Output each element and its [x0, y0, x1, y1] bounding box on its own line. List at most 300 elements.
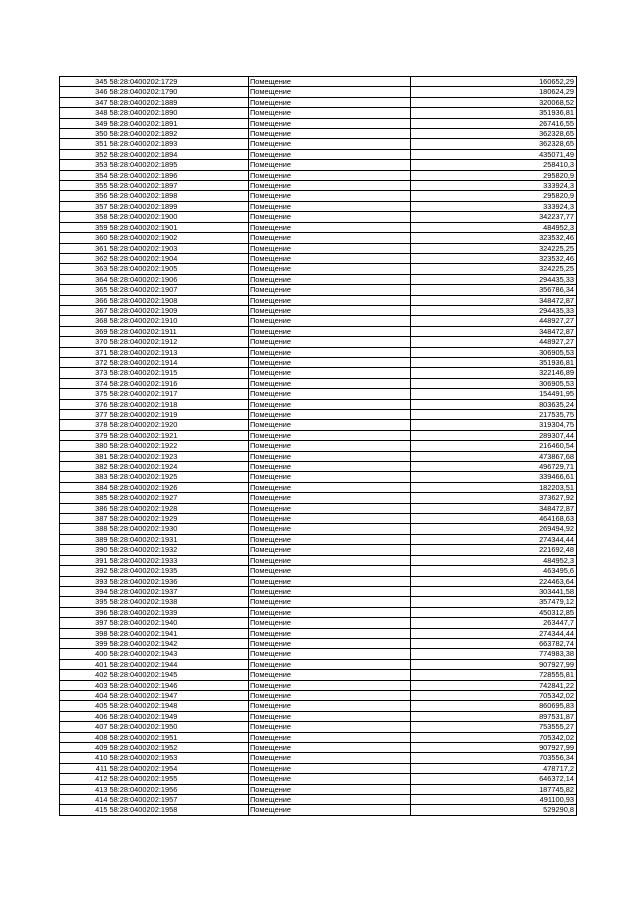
cadastral-value-cell: 351936,81	[411, 108, 577, 118]
object-type-cell: Помещение	[249, 649, 411, 659]
cadastral-value-cell: 705342,02	[411, 690, 577, 700]
cadastral-value-cell: 306905,53	[411, 347, 577, 357]
cadastral-value-cell: 463495,6	[411, 566, 577, 576]
row-number-cell: 405	[60, 701, 109, 711]
table-row	[60, 555, 577, 565]
table-row	[60, 97, 577, 107]
object-type-cell: Помещение	[249, 233, 411, 243]
table-row	[60, 670, 577, 680]
table-row	[60, 545, 577, 555]
row-number-cell: 390	[60, 545, 109, 555]
cadastral-value-cell: 180624,29	[411, 87, 577, 97]
row-number-cell: 360	[60, 233, 109, 243]
table-row	[60, 711, 577, 721]
cadastral-number-cell: 58:28:0400202:1729	[109, 77, 249, 87]
row-number-cell: 393	[60, 576, 109, 586]
object-type-cell: Помещение	[249, 690, 411, 700]
table-row	[60, 118, 577, 128]
cadastral-number-cell: 58:28:0400202:1951	[109, 732, 249, 742]
row-number-cell: 363	[60, 264, 109, 274]
row-number-cell: 375	[60, 389, 109, 399]
cadastral-number-cell: 58:28:0400202:1919	[109, 410, 249, 420]
object-type-cell: Помещение	[249, 420, 411, 430]
table-row	[60, 514, 577, 524]
object-type-cell: Помещение	[249, 774, 411, 784]
cadastral-value-cell: 294435,33	[411, 274, 577, 284]
table-row	[60, 357, 577, 367]
cadastral-value-cell: 303441,58	[411, 586, 577, 596]
cadastral-value-cell: 362328,65	[411, 139, 577, 149]
cadastral-value-cell: 705342,02	[411, 732, 577, 742]
table-row	[60, 503, 577, 513]
cadastral-value-cell: 478717,2	[411, 763, 577, 773]
cadastral-value-cell: 774983,38	[411, 649, 577, 659]
row-number-cell: 366	[60, 295, 109, 305]
object-type-cell: Помещение	[249, 243, 411, 253]
object-type-cell: Помещение	[249, 399, 411, 409]
table-row	[60, 420, 577, 430]
cadastral-value-cell: 348472,87	[411, 326, 577, 336]
cadastral-number-cell: 58:28:0400202:1924	[109, 462, 249, 472]
cadastral-number-cell: 58:28:0400202:1892	[109, 129, 249, 139]
row-number-cell: 386	[60, 503, 109, 513]
cadastral-value-cell: 473867,68	[411, 451, 577, 461]
row-number-cell: 377	[60, 410, 109, 420]
object-type-cell: Помещение	[249, 389, 411, 399]
object-type-cell: Помещение	[249, 87, 411, 97]
cadastral-number-cell: 58:28:0400202:1927	[109, 493, 249, 503]
object-type-cell: Помещение	[249, 472, 411, 482]
table-row	[60, 576, 577, 586]
cadastral-number-cell: 58:28:0400202:1925	[109, 472, 249, 482]
row-number-cell: 385	[60, 493, 109, 503]
cadastral-value-cell: 274344,44	[411, 534, 577, 544]
row-number-cell: 389	[60, 534, 109, 544]
cadastral-number-cell: 58:28:0400202:1940	[109, 618, 249, 628]
row-number-cell: 372	[60, 357, 109, 367]
row-number-cell: 396	[60, 607, 109, 617]
table-row	[60, 638, 577, 648]
cadastral-value-cell: 897531,87	[411, 711, 577, 721]
table-row	[60, 160, 577, 170]
row-number-cell: 411	[60, 763, 109, 773]
cadastral-number-cell: 58:28:0400202:1909	[109, 305, 249, 315]
table-row	[60, 264, 577, 274]
cadastral-number-cell: 58:28:0400202:1920	[109, 420, 249, 430]
cadastral-number-cell: 58:28:0400202:1889	[109, 97, 249, 107]
cadastral-value-cell: 294435,33	[411, 305, 577, 315]
table-row	[60, 212, 577, 222]
cadastral-value-cell: 324225,25	[411, 264, 577, 274]
row-number-cell: 408	[60, 732, 109, 742]
cadastral-number-cell: 58:28:0400202:1917	[109, 389, 249, 399]
row-number-cell: 382	[60, 462, 109, 472]
table-row	[60, 743, 577, 753]
cadastral-number-cell: 58:28:0400202:1942	[109, 638, 249, 648]
table-row	[60, 389, 577, 399]
row-number-cell: 402	[60, 670, 109, 680]
cadastral-value-cell: 224463,64	[411, 576, 577, 586]
table-row	[60, 659, 577, 669]
cadastral-number-cell: 58:28:0400202:1928	[109, 503, 249, 513]
table-row	[60, 774, 577, 784]
property-table-page	[59, 76, 576, 816]
row-number-cell: 371	[60, 347, 109, 357]
cadastral-value-cell: 860695,83	[411, 701, 577, 711]
cadastral-number-cell: 58:28:0400202:1950	[109, 722, 249, 732]
object-type-cell: Помещение	[249, 368, 411, 378]
table-row	[60, 493, 577, 503]
row-number-cell: 391	[60, 555, 109, 565]
cadastral-number-cell: 58:28:0400202:1904	[109, 253, 249, 263]
cadastral-number-cell: 58:28:0400202:1939	[109, 607, 249, 617]
table-row	[60, 139, 577, 149]
object-type-cell: Помещение	[249, 784, 411, 794]
cadastral-value-cell: 491100,93	[411, 795, 577, 805]
cadastral-number-cell: 58:28:0400202:1905	[109, 264, 249, 274]
object-type-cell: Помещение	[249, 264, 411, 274]
table-row	[60, 586, 577, 596]
row-number-cell: 374	[60, 378, 109, 388]
cadastral-number-cell: 58:28:0400202:1958	[109, 805, 249, 815]
cadastral-number-cell: 58:28:0400202:1914	[109, 357, 249, 367]
table-row	[60, 326, 577, 336]
cadastral-number-cell: 58:28:0400202:1938	[109, 597, 249, 607]
cadastral-number-cell: 58:28:0400202:1952	[109, 743, 249, 753]
object-type-cell: Помещение	[249, 618, 411, 628]
row-number-cell: 407	[60, 722, 109, 732]
cadastral-number-cell: 58:28:0400202:1945	[109, 670, 249, 680]
cadastral-number-cell: 58:28:0400202:1933	[109, 555, 249, 565]
cadastral-value-cell: 907927,99	[411, 659, 577, 669]
cadastral-number-cell: 58:28:0400202:1948	[109, 701, 249, 711]
cadastral-value-cell: 217535,75	[411, 410, 577, 420]
object-type-cell: Помещение	[249, 316, 411, 326]
cadastral-value-cell: 289307,44	[411, 430, 577, 440]
object-type-cell: Помещение	[249, 295, 411, 305]
table-row	[60, 701, 577, 711]
object-type-cell: Помещение	[249, 670, 411, 680]
cadastral-value-cell: 529290,8	[411, 805, 577, 815]
row-number-cell: 369	[60, 326, 109, 336]
row-number-cell: 370	[60, 337, 109, 347]
cadastral-number-cell: 58:28:0400202:1910	[109, 316, 249, 326]
table-row	[60, 201, 577, 211]
table-row	[60, 566, 577, 576]
cadastral-value-cell: 274344,44	[411, 628, 577, 638]
table-row	[60, 170, 577, 180]
row-number-cell: 394	[60, 586, 109, 596]
object-type-cell: Помещение	[249, 743, 411, 753]
cadastral-number-cell: 58:28:0400202:1790	[109, 87, 249, 97]
row-number-cell: 398	[60, 628, 109, 638]
cadastral-value-cell: 320068,52	[411, 97, 577, 107]
object-type-cell: Помещение	[249, 597, 411, 607]
row-number-cell: 392	[60, 566, 109, 576]
table-row	[60, 649, 577, 659]
object-type-cell: Помещение	[249, 722, 411, 732]
cadastral-value-cell: 351936,81	[411, 357, 577, 367]
cadastral-value-cell: 703556,34	[411, 753, 577, 763]
cadastral-number-cell: 58:28:0400202:1935	[109, 566, 249, 576]
row-number-cell: 383	[60, 472, 109, 482]
property-table-body	[60, 77, 577, 816]
cadastral-value-cell: 295820,9	[411, 170, 577, 180]
cadastral-number-cell: 58:28:0400202:1946	[109, 680, 249, 690]
row-number-cell: 368	[60, 316, 109, 326]
cadastral-value-cell: 182203,51	[411, 482, 577, 492]
cadastral-number-cell: 58:28:0400202:1903	[109, 243, 249, 253]
row-number-cell: 415	[60, 805, 109, 815]
cadastral-number-cell: 58:28:0400202:1911	[109, 326, 249, 336]
table-row	[60, 451, 577, 461]
table-row	[60, 680, 577, 690]
cadastral-value-cell: 907927,99	[411, 743, 577, 753]
object-type-cell: Помещение	[249, 493, 411, 503]
object-type-cell: Помещение	[249, 805, 411, 815]
table-row	[60, 274, 577, 284]
table-row	[60, 534, 577, 544]
cadastral-number-cell: 58:28:0400202:1954	[109, 763, 249, 773]
row-number-cell: 404	[60, 690, 109, 700]
object-type-cell: Помещение	[249, 181, 411, 191]
table-row	[60, 337, 577, 347]
cadastral-value-cell: 216460,54	[411, 441, 577, 451]
row-number-cell: 351	[60, 139, 109, 149]
object-type-cell: Помещение	[249, 253, 411, 263]
cadastral-value-cell: 728555,81	[411, 670, 577, 680]
cadastral-value-cell: 450312,85	[411, 607, 577, 617]
object-type-cell: Помещение	[249, 201, 411, 211]
object-type-cell: Помещение	[249, 441, 411, 451]
object-type-cell: Помещение	[249, 701, 411, 711]
cadastral-value-cell: 342237,77	[411, 212, 577, 222]
row-number-cell: 381	[60, 451, 109, 461]
table-row	[60, 295, 577, 305]
cadastral-number-cell: 58:28:0400202:1949	[109, 711, 249, 721]
table-row	[60, 441, 577, 451]
row-number-cell: 358	[60, 212, 109, 222]
cadastral-value-cell: 448927,27	[411, 316, 577, 326]
cadastral-value-cell: 322146,89	[411, 368, 577, 378]
table-row	[60, 347, 577, 357]
table-row	[60, 87, 577, 97]
table-row	[60, 524, 577, 534]
object-type-cell: Помещение	[249, 586, 411, 596]
cadastral-number-cell: 58:28:0400202:1921	[109, 430, 249, 440]
cadastral-number-cell: 58:28:0400202:1931	[109, 534, 249, 544]
row-number-cell: 348	[60, 108, 109, 118]
cadastral-value-cell: 333924,3	[411, 201, 577, 211]
object-type-cell: Помещение	[249, 534, 411, 544]
cadastral-number-cell: 58:28:0400202:1895	[109, 160, 249, 170]
row-number-cell: 347	[60, 97, 109, 107]
object-type-cell: Помещение	[249, 462, 411, 472]
cadastral-number-cell: 58:28:0400202:1894	[109, 149, 249, 159]
cadastral-value-cell: 154491,95	[411, 389, 577, 399]
cadastral-value-cell: 339466,61	[411, 472, 577, 482]
cadastral-number-cell: 58:28:0400202:1957	[109, 795, 249, 805]
cadastral-value-cell: 348472,87	[411, 295, 577, 305]
row-number-cell: 412	[60, 774, 109, 784]
table-row	[60, 795, 577, 805]
table-row	[60, 753, 577, 763]
cadastral-number-cell: 58:28:0400202:1916	[109, 378, 249, 388]
cadastral-number-cell: 58:28:0400202:1923	[109, 451, 249, 461]
object-type-cell: Помещение	[249, 566, 411, 576]
row-number-cell: 367	[60, 305, 109, 315]
cadastral-number-cell: 58:28:0400202:1899	[109, 201, 249, 211]
cadastral-value-cell: 267416,55	[411, 118, 577, 128]
table-row	[60, 243, 577, 253]
cadastral-value-cell: 362328,65	[411, 129, 577, 139]
object-type-cell: Помещение	[249, 659, 411, 669]
object-type-cell: Помещение	[249, 524, 411, 534]
table-row	[60, 732, 577, 742]
table-row	[60, 129, 577, 139]
cadastral-number-cell: 58:28:0400202:1898	[109, 191, 249, 201]
cadastral-value-cell: 319304,75	[411, 420, 577, 430]
table-row	[60, 628, 577, 638]
cadastral-number-cell: 58:28:0400202:1918	[109, 399, 249, 409]
cadastral-number-cell: 58:28:0400202:1907	[109, 285, 249, 295]
cadastral-number-cell: 58:28:0400202:1930	[109, 524, 249, 534]
object-type-cell: Помещение	[249, 326, 411, 336]
object-type-cell: Помещение	[249, 514, 411, 524]
table-row	[60, 233, 577, 243]
table-row	[60, 690, 577, 700]
object-type-cell: Помещение	[249, 170, 411, 180]
row-number-cell: 410	[60, 753, 109, 763]
row-number-cell: 414	[60, 795, 109, 805]
cadastral-value-cell: 348472,87	[411, 503, 577, 513]
object-type-cell: Помещение	[249, 795, 411, 805]
object-type-cell: Помещение	[249, 753, 411, 763]
cadastral-value-cell: 663782,74	[411, 638, 577, 648]
property-table	[59, 76, 577, 816]
table-row	[60, 399, 577, 409]
table-row	[60, 805, 577, 815]
cadastral-value-cell: 333924,3	[411, 181, 577, 191]
row-number-cell: 356	[60, 191, 109, 201]
row-number-cell: 346	[60, 87, 109, 97]
cadastral-number-cell: 58:28:0400202:1915	[109, 368, 249, 378]
cadastral-number-cell: 58:28:0400202:1897	[109, 181, 249, 191]
table-row	[60, 462, 577, 472]
cadastral-number-cell: 58:28:0400202:1943	[109, 649, 249, 659]
table-row	[60, 607, 577, 617]
object-type-cell: Помещение	[249, 680, 411, 690]
row-number-cell: 397	[60, 618, 109, 628]
object-type-cell: Помещение	[249, 451, 411, 461]
cadastral-number-cell: 58:28:0400202:1936	[109, 576, 249, 586]
cadastral-number-cell: 58:28:0400202:1932	[109, 545, 249, 555]
object-type-cell: Помещение	[249, 763, 411, 773]
row-number-cell: 387	[60, 514, 109, 524]
row-number-cell: 359	[60, 222, 109, 232]
row-number-cell: 362	[60, 253, 109, 263]
cadastral-value-cell: 484952,3	[411, 222, 577, 232]
row-number-cell: 353	[60, 160, 109, 170]
object-type-cell: Помещение	[249, 607, 411, 617]
cadastral-value-cell: 742841,22	[411, 680, 577, 690]
object-type-cell: Помещение	[249, 347, 411, 357]
cadastral-number-cell: 58:28:0400202:1912	[109, 337, 249, 347]
object-type-cell: Помещение	[249, 118, 411, 128]
cadastral-value-cell: 357479,12	[411, 597, 577, 607]
object-type-cell: Помещение	[249, 357, 411, 367]
cadastral-value-cell: 306905,53	[411, 378, 577, 388]
object-type-cell: Помещение	[249, 711, 411, 721]
cadastral-value-cell: 464168,63	[411, 514, 577, 524]
object-type-cell: Помещение	[249, 732, 411, 742]
cadastral-value-cell: 803635,24	[411, 399, 577, 409]
row-number-cell: 357	[60, 201, 109, 211]
cadastral-value-cell: 435071,49	[411, 149, 577, 159]
cadastral-value-cell: 295820,9	[411, 191, 577, 201]
object-type-cell: Помещение	[249, 305, 411, 315]
row-number-cell: 355	[60, 181, 109, 191]
cadastral-value-cell: 221692,48	[411, 545, 577, 555]
table-row	[60, 482, 577, 492]
row-number-cell: 373	[60, 368, 109, 378]
cadastral-number-cell: 58:28:0400202:1891	[109, 118, 249, 128]
cadastral-number-cell: 58:28:0400202:1900	[109, 212, 249, 222]
cadastral-value-cell: 324225,25	[411, 243, 577, 253]
cadastral-number-cell: 58:28:0400202:1901	[109, 222, 249, 232]
cadastral-value-cell: 356786,34	[411, 285, 577, 295]
table-row	[60, 472, 577, 482]
cadastral-number-cell: 58:28:0400202:1893	[109, 139, 249, 149]
cadastral-number-cell: 58:28:0400202:1890	[109, 108, 249, 118]
cadastral-value-cell: 484952,3	[411, 555, 577, 565]
row-number-cell: 403	[60, 680, 109, 690]
cadastral-number-cell: 58:28:0400202:1929	[109, 514, 249, 524]
object-type-cell: Помещение	[249, 503, 411, 513]
object-type-cell: Помещение	[249, 337, 411, 347]
row-number-cell: 406	[60, 711, 109, 721]
row-number-cell: 350	[60, 129, 109, 139]
row-number-cell: 401	[60, 659, 109, 669]
table-row	[60, 763, 577, 773]
table-row	[60, 253, 577, 263]
cadastral-number-cell: 58:28:0400202:1956	[109, 784, 249, 794]
table-row	[60, 316, 577, 326]
table-row	[60, 430, 577, 440]
object-type-cell: Помещение	[249, 139, 411, 149]
cadastral-number-cell: 58:28:0400202:1906	[109, 274, 249, 284]
table-row	[60, 285, 577, 295]
table-row	[60, 784, 577, 794]
table-row	[60, 108, 577, 118]
cadastral-value-cell: 373627,92	[411, 493, 577, 503]
object-type-cell: Помещение	[249, 285, 411, 295]
object-type-cell: Помещение	[249, 149, 411, 159]
cadastral-value-cell: 496729,71	[411, 462, 577, 472]
row-number-cell: 400	[60, 649, 109, 659]
row-number-cell: 345	[60, 77, 109, 87]
cadastral-number-cell: 58:28:0400202:1947	[109, 690, 249, 700]
row-number-cell: 361	[60, 243, 109, 253]
table-row	[60, 181, 577, 191]
object-type-cell: Помещение	[249, 212, 411, 222]
row-number-cell: 409	[60, 743, 109, 753]
object-type-cell: Помещение	[249, 628, 411, 638]
row-number-cell: 413	[60, 784, 109, 794]
object-type-cell: Помещение	[249, 108, 411, 118]
object-type-cell: Помещение	[249, 545, 411, 555]
cadastral-number-cell: 58:28:0400202:1944	[109, 659, 249, 669]
